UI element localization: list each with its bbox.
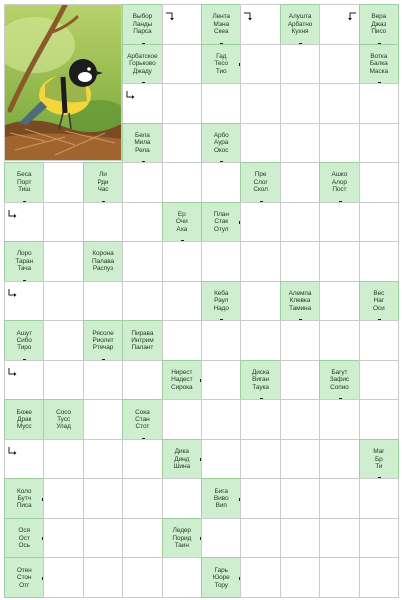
answer-cell[interactable] [280, 123, 320, 164]
answer-cell[interactable] [122, 281, 162, 322]
clue-text: Беса Порт Тиш [17, 171, 32, 194]
answer-cell[interactable] [240, 281, 280, 322]
clue-cell [162, 360, 202, 401]
clue-text: Гарь Юоре Тору [212, 566, 230, 589]
clue-cell [122, 123, 162, 164]
answer-cell[interactable] [240, 241, 280, 282]
answer-cell[interactable] [280, 360, 320, 401]
clue-text: Ер Очи Аха [175, 210, 188, 233]
answer-cell[interactable] [122, 83, 162, 124]
clue-text: Ося Ост Ось [18, 527, 30, 549]
answer-cell[interactable] [4, 439, 44, 480]
answer-cell[interactable] [201, 360, 241, 401]
answer-cell[interactable] [359, 83, 399, 124]
answer-cell[interactable] [83, 518, 123, 559]
answer-cell[interactable] [83, 202, 123, 243]
clue-text: Вера Джаз Писо [371, 13, 387, 35]
clue-cell [162, 202, 202, 243]
answer-cell[interactable] [280, 439, 320, 480]
answer-cell[interactable] [319, 557, 359, 598]
answer-cell[interactable] [4, 360, 44, 401]
clue-text: Алушта Арбатно Кухня [287, 13, 313, 35]
answer-cell[interactable] [83, 557, 123, 598]
answer-cell[interactable] [319, 83, 359, 124]
answer-cell[interactable] [122, 202, 162, 243]
clue-text: Бела Мила Рела [134, 131, 151, 154]
answer-cell[interactable] [240, 518, 280, 559]
clue-text: Пре Слог Скол [253, 171, 268, 194]
answer-cell[interactable] [319, 518, 359, 559]
clue-text: Дика Динд Шина [173, 448, 190, 470]
answer-cell[interactable] [240, 320, 280, 361]
clue-text: Ли Рди Час [97, 171, 109, 194]
clue-cell [280, 281, 320, 322]
answer-cell[interactable] [240, 4, 280, 45]
clue-cell [4, 478, 44, 519]
answer-cell[interactable] [280, 83, 320, 124]
answer-cell[interactable] [201, 518, 241, 559]
answer-cell[interactable] [240, 83, 280, 124]
answer-cell[interactable] [43, 518, 83, 559]
clue-text: Алемпа Клевка Тамина [288, 289, 312, 312]
answer-cell[interactable] [201, 162, 241, 203]
answer-cell[interactable] [319, 44, 359, 85]
answer-cell[interactable] [280, 478, 320, 519]
clue-cell [122, 44, 162, 85]
answer-cell[interactable] [43, 241, 83, 282]
answer-cell[interactable] [240, 399, 280, 440]
clue-cell [201, 202, 241, 243]
answer-cell[interactable] [162, 83, 202, 124]
answer-cell[interactable] [43, 557, 83, 598]
great-tit-icon [5, 5, 122, 161]
answer-cell[interactable] [43, 162, 83, 203]
clue-cell [201, 44, 241, 85]
answer-cell[interactable] [359, 518, 399, 559]
clue-cell [280, 4, 320, 45]
answer-cell[interactable] [359, 557, 399, 598]
clue-cell [162, 439, 202, 480]
answer-cell[interactable] [122, 162, 162, 203]
clue-cell [201, 557, 241, 598]
answer-cell[interactable] [162, 162, 202, 203]
answer-cell[interactable] [43, 281, 83, 322]
clue-cell [319, 162, 359, 203]
clue-text: Вотка Балка Маска [369, 52, 389, 75]
answer-cell[interactable] [280, 162, 320, 203]
answer-cell[interactable] [240, 123, 280, 164]
answer-cell[interactable] [240, 44, 280, 85]
answer-cell[interactable] [83, 360, 123, 401]
answer-cell[interactable] [359, 123, 399, 164]
answer-cell[interactable] [201, 83, 241, 124]
answer-cell[interactable] [122, 518, 162, 559]
clue-cell [4, 320, 44, 361]
answer-cell[interactable] [83, 399, 123, 440]
answer-cell[interactable] [83, 439, 123, 480]
clue-text: Лента Мэна Скеа [212, 13, 230, 35]
clue-text: План Стак Отул [213, 210, 229, 233]
answer-cell[interactable] [359, 478, 399, 519]
answer-cell[interactable] [240, 202, 280, 243]
clue-cell [4, 518, 44, 559]
answer-cell[interactable] [359, 241, 399, 282]
answer-cell[interactable] [280, 557, 320, 598]
clue-cell [359, 4, 399, 45]
answer-cell[interactable] [4, 281, 44, 322]
answer-cell[interactable] [359, 399, 399, 440]
answer-cell[interactable] [319, 281, 359, 322]
clue-cell [4, 399, 44, 440]
answer-cell[interactable] [122, 360, 162, 401]
clue-cell [201, 478, 241, 519]
answer-cell[interactable] [201, 399, 241, 440]
clue-cell [43, 399, 83, 440]
clue-text: Бига Виво Вип [213, 487, 229, 510]
clue-cell [83, 320, 123, 361]
clue-text: Кеба Раул Надо [213, 289, 229, 312]
answer-cell[interactable] [162, 557, 202, 598]
answer-cell[interactable] [280, 399, 320, 440]
answer-cell[interactable] [83, 478, 123, 519]
answer-cell[interactable] [43, 202, 83, 243]
answer-cell[interactable] [162, 123, 202, 164]
clue-text: Сосо Тусс Улад [56, 408, 72, 431]
answer-cell[interactable] [43, 439, 83, 480]
clue-text: Ледер Порид Таин [172, 527, 192, 549]
answer-cell[interactable] [319, 202, 359, 243]
clue-text: Гад Тесо Тио [214, 52, 229, 75]
answer-cell[interactable] [280, 44, 320, 85]
clue-text: Боже Драк Мусс [16, 408, 32, 431]
clue-text: Диска Виган Таука [251, 368, 270, 391]
clue-cell [4, 557, 44, 598]
clue-cell [240, 162, 280, 203]
clue-text: Ашут Сибо Тиро [16, 329, 32, 352]
answer-cell[interactable] [201, 241, 241, 282]
answer-cell[interactable] [240, 557, 280, 598]
answer-cell[interactable] [280, 202, 320, 243]
clue-cell [162, 518, 202, 559]
clue-cell [4, 241, 44, 282]
clue-cell [83, 241, 123, 282]
clue-text: Отен Стон Отг [16, 566, 32, 589]
answer-cell[interactable] [43, 478, 83, 519]
answer-cell[interactable] [319, 439, 359, 480]
clue-text: Вес Наг Оси [372, 289, 385, 312]
answer-cell[interactable] [359, 202, 399, 243]
answer-cell[interactable] [4, 202, 44, 243]
clue-cell [4, 162, 44, 203]
answer-cell[interactable] [319, 123, 359, 164]
clue-cell [201, 123, 241, 164]
clue-text: Арбо Аура Окос [213, 131, 229, 154]
clue-cell [359, 281, 399, 322]
clue-text: Лоро Таран Тача [15, 250, 33, 273]
answer-cell[interactable] [359, 320, 399, 361]
clue-cell [201, 281, 241, 322]
answer-cell[interactable] [319, 478, 359, 519]
answer-cell[interactable] [319, 4, 359, 45]
clue-text: Багут Зафис Сопио [329, 368, 350, 391]
clue-text: Ашко Алор Пост [331, 171, 348, 194]
answer-cell[interactable] [319, 241, 359, 282]
clue-cell [122, 4, 162, 45]
answer-cell[interactable] [240, 478, 280, 519]
clue-cell [122, 320, 162, 361]
clue-cell [359, 439, 399, 480]
answer-cell[interactable] [122, 241, 162, 282]
clue-text: Нирест Надест Сирока [171, 368, 193, 391]
clue-text: Коло Бутч Писа [16, 487, 32, 510]
clue-text: Корона Палава Распуз [91, 250, 115, 273]
answer-cell[interactable] [162, 281, 202, 322]
answer-cell[interactable] [43, 360, 83, 401]
clue-cell [319, 360, 359, 401]
clue-cell [240, 360, 280, 401]
answer-cell[interactable] [122, 478, 162, 519]
answer-cell[interactable] [359, 360, 399, 401]
answer-cell[interactable] [83, 281, 123, 322]
clue-text: Пирава Интрим Палант [131, 329, 154, 352]
clue-cell [359, 44, 399, 85]
answer-cell[interactable] [201, 439, 241, 480]
clue-text: Рясоле Риолет Ртечар [92, 329, 114, 352]
clue-text: Арбатское Горьково Джаду [127, 52, 158, 75]
clue-cell [201, 4, 241, 45]
answer-cell[interactable] [162, 478, 202, 519]
clue-text: Сока Стан Стот [135, 408, 150, 431]
clue-text: Выбор Ланды Парса [132, 13, 153, 35]
answer-cell[interactable] [319, 320, 359, 361]
answer-cell[interactable] [280, 518, 320, 559]
clue-text: Маг Бр Ти [373, 448, 385, 470]
bird-photo [4, 4, 122, 161]
answer-cell[interactable] [359, 162, 399, 203]
clue-cell [122, 399, 162, 440]
answer-cell[interactable] [280, 241, 320, 282]
answer-cell[interactable] [122, 439, 162, 480]
answer-cell[interactable] [162, 399, 202, 440]
answer-cell[interactable] [319, 399, 359, 440]
answer-cell[interactable] [162, 4, 202, 45]
answer-cell[interactable] [201, 320, 241, 361]
answer-cell[interactable] [162, 241, 202, 282]
answer-cell[interactable] [280, 320, 320, 361]
clue-cell [83, 162, 123, 203]
answer-cell[interactable] [240, 439, 280, 480]
answer-cell[interactable] [43, 320, 83, 361]
answer-cell[interactable] [162, 320, 202, 361]
answer-cell[interactable] [162, 44, 202, 85]
answer-cell[interactable] [122, 557, 162, 598]
